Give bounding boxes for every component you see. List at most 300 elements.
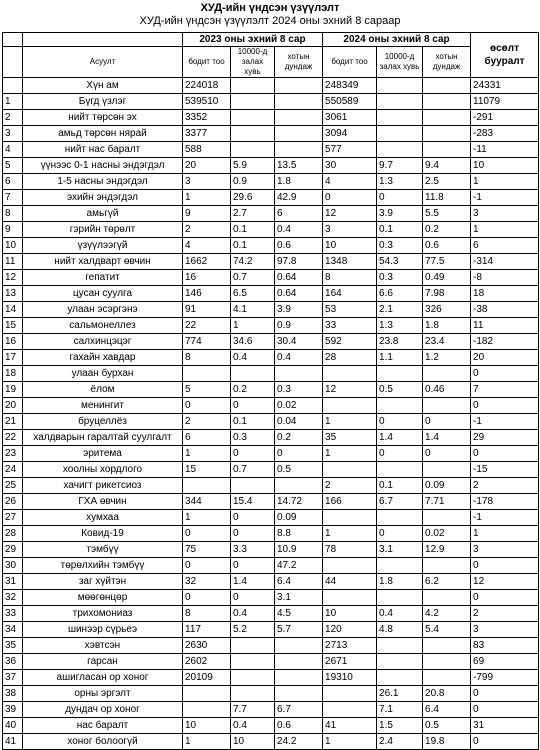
avg-2024-cell: 20.8 xyxy=(423,686,471,702)
row-label-cell: амьгүй xyxy=(23,206,183,222)
row-index-cell: 1 xyxy=(3,94,23,110)
row-index-cell: 19 xyxy=(3,382,23,398)
rate-2024-cell: 0 xyxy=(377,190,423,206)
avg-2023-cell: 0.4 xyxy=(275,350,323,366)
avg-2024-header: хотын дундаж xyxy=(423,47,471,78)
avg-2024-cell: 1.2 xyxy=(423,350,471,366)
avg-2023-cell: 14.72 xyxy=(275,494,323,510)
count-2024-cell: 10 xyxy=(323,606,377,622)
count-2024-cell: 3 xyxy=(323,222,377,238)
count-2024-cell: 2671 xyxy=(323,654,377,670)
count-2023-cell: 2602 xyxy=(183,654,231,670)
row-index-cell: 30 xyxy=(3,558,23,574)
change-cell: 2 xyxy=(471,606,539,622)
change-cell: 0 xyxy=(471,446,539,462)
rate-2024-cell xyxy=(377,142,423,158)
table-row xyxy=(3,286,539,302)
count-2023-cell: 1 xyxy=(183,446,231,462)
change-cell: -15 xyxy=(471,462,539,478)
table-row xyxy=(3,350,539,366)
row-index-cell: 33 xyxy=(3,606,23,622)
change-cell: 0 xyxy=(471,398,539,414)
row-label-cell: эритема xyxy=(23,446,183,462)
avg-2024-cell: 0 xyxy=(423,446,471,462)
rate-2024-cell: 0 xyxy=(377,414,423,430)
table-row xyxy=(3,398,539,414)
avg-2024-cell: 4.2 xyxy=(423,606,471,622)
avg-2024-cell: 77.5 xyxy=(423,254,471,270)
rate-2024-header: 10000-д залах хувь xyxy=(377,47,423,78)
rate-2023-cell: 0.7 xyxy=(231,462,275,478)
count-2023-cell: 8 xyxy=(183,350,231,366)
count-2024-cell xyxy=(323,398,377,414)
avg-2024-cell: 7.71 xyxy=(423,494,471,510)
count-2023-cell: 16 xyxy=(183,270,231,286)
change-cell: 83 xyxy=(471,638,539,654)
row-label-cell: ГХА өвчин xyxy=(23,494,183,510)
avg-2024-cell: 9.4 xyxy=(423,158,471,174)
row-index-cell: 15 xyxy=(3,318,23,334)
row-label-cell: бруцеллёз xyxy=(23,414,183,430)
rate-2024-cell xyxy=(377,670,423,686)
count-2023-cell: 117 xyxy=(183,622,231,638)
row-index-cell: 41 xyxy=(3,734,23,750)
rate-2023-cell: 6.5 xyxy=(231,286,275,302)
rate-2024-cell xyxy=(377,462,423,478)
avg-2024-cell xyxy=(423,510,471,526)
count-2023-cell: 8 xyxy=(183,606,231,622)
avg-2023-cell: 6 xyxy=(275,206,323,222)
avg-2024-cell: 0.6 xyxy=(423,238,471,254)
count-2024-cell: 166 xyxy=(323,494,377,510)
year-2024-header: 2024 оны эхний 8 сар xyxy=(323,33,471,47)
rate-2023-cell: 2.7 xyxy=(231,206,275,222)
count-2023-cell: 2 xyxy=(183,414,231,430)
rate-2024-cell xyxy=(377,510,423,526)
count-2023-cell: 6 xyxy=(183,430,231,446)
avg-2024-cell: 326 xyxy=(423,302,471,318)
count-2024-cell: 550589 xyxy=(323,94,377,110)
change-cell: 3 xyxy=(471,542,539,558)
rate-2023-cell: 0.4 xyxy=(231,350,275,366)
rate-2024-cell xyxy=(377,590,423,606)
row-label-cell: менингит xyxy=(23,398,183,414)
count-2024-cell: 53 xyxy=(323,302,377,318)
avg-2024-cell: 0 xyxy=(423,414,471,430)
count-2023-cell: 22 xyxy=(183,318,231,334)
row-label-cell: үүнээс 0-1 насны эндэгдэл xyxy=(23,158,183,174)
row-label-cell: төрөлхийн тэмбүү xyxy=(23,558,183,574)
avg-2024-cell xyxy=(423,462,471,478)
row-index-cell: 16 xyxy=(3,334,23,350)
row-label-cell: ашигласан ор хоног xyxy=(23,670,183,686)
table-row xyxy=(3,366,539,382)
change-cell: 0 xyxy=(471,734,539,750)
table-row xyxy=(3,270,539,286)
count-2024-cell xyxy=(323,462,377,478)
row-index-cell: 37 xyxy=(3,670,23,686)
rate-2024-cell: 9.7 xyxy=(377,158,423,174)
avg-2024-cell xyxy=(423,654,471,670)
rate-2023-cell xyxy=(231,366,275,382)
count-2024-cell: 164 xyxy=(323,286,377,302)
avg-2023-cell: 3.9 xyxy=(275,302,323,318)
avg-2023-cell xyxy=(275,638,323,654)
avg-2024-cell: 6.2 xyxy=(423,574,471,590)
row-index-cell: 23 xyxy=(3,446,23,462)
change-cell: 6 xyxy=(471,238,539,254)
change-cell: -1 xyxy=(471,414,539,430)
count-2024-cell: 3094 xyxy=(323,126,377,142)
rate-2023-cell: 0 xyxy=(231,526,275,542)
rate-2023-cell xyxy=(231,686,275,702)
rate-2024-cell: 0.1 xyxy=(377,478,423,494)
change-cell: -11 xyxy=(471,142,539,158)
row-index-cell: 4 xyxy=(3,142,23,158)
row-index-cell: 35 xyxy=(3,638,23,654)
rate-2024-cell: 0.3 xyxy=(377,238,423,254)
rate-2023-cell xyxy=(231,478,275,494)
count-2024-cell: 1348 xyxy=(323,254,377,270)
rate-2023-cell: 34.6 xyxy=(231,334,275,350)
avg-2024-cell xyxy=(423,110,471,126)
count-2024-cell: 3061 xyxy=(323,110,377,126)
change-header: өсөлт бууралт xyxy=(471,33,539,78)
rate-2024-cell: 0.1 xyxy=(377,222,423,238)
rate-2024-cell xyxy=(377,366,423,382)
change-cell: 0 xyxy=(471,590,539,606)
row-label-cell: нас баралт xyxy=(23,718,183,734)
rate-2023-cell: 0.2 xyxy=(231,382,275,398)
row-label-cell: сальмонеллез xyxy=(23,318,183,334)
avg-2023-cell xyxy=(275,94,323,110)
count-2024-cell: 78 xyxy=(323,542,377,558)
rate-2023-cell: 5.9 xyxy=(231,158,275,174)
avg-2023-cell: 0.09 xyxy=(275,510,323,526)
count-2024-cell: 10 xyxy=(323,238,377,254)
row-index-cell: 31 xyxy=(3,574,23,590)
avg-2023-cell: 0.5 xyxy=(275,462,323,478)
count-2024-cell: 592 xyxy=(323,334,377,350)
avg-2023-cell: 0.6 xyxy=(275,238,323,254)
rate-2024-cell: 2.1 xyxy=(377,302,423,318)
corner-cell-2 xyxy=(23,33,183,47)
row-label-cell: хумхаа xyxy=(23,510,183,526)
row-label-cell: мөөгөнцөр xyxy=(23,590,183,606)
avg-2024-cell xyxy=(423,558,471,574)
indicator-table xyxy=(2,32,539,750)
table-row xyxy=(3,78,539,94)
rate-2023-cell xyxy=(231,78,275,94)
table-row xyxy=(3,174,539,190)
count-2023-cell: 1662 xyxy=(183,254,231,270)
avg-2024-cell xyxy=(423,590,471,606)
avg-2024-cell: 23.4 xyxy=(423,334,471,350)
avg-2023-cell: 4.5 xyxy=(275,606,323,622)
count-2024-cell: 248349 xyxy=(323,78,377,94)
rate-2023-cell: 10 xyxy=(231,734,275,750)
count-2023-cell: 774 xyxy=(183,334,231,350)
avg-2023-cell xyxy=(275,366,323,382)
change-cell: -1 xyxy=(471,190,539,206)
row-index-cell xyxy=(3,78,23,94)
rate-2023-cell: 29.6 xyxy=(231,190,275,206)
avg-2023-cell: 30.4 xyxy=(275,334,323,350)
change-cell: -799 xyxy=(471,670,539,686)
count-2023-cell xyxy=(183,366,231,382)
rate-2024-cell: 0.4 xyxy=(377,606,423,622)
table-row xyxy=(3,158,539,174)
row-index-cell: 28 xyxy=(3,526,23,542)
change-cell: 11079 xyxy=(471,94,539,110)
row-label-cell: халдварын гаралтай суулгалт xyxy=(23,430,183,446)
row-index-cell: 34 xyxy=(3,622,23,638)
change-cell: -38 xyxy=(471,302,539,318)
row-index-cell: 27 xyxy=(3,510,23,526)
rate-2023-cell: 1 xyxy=(231,318,275,334)
rate-2023-cell: 74.2 xyxy=(231,254,275,270)
table-row xyxy=(3,334,539,350)
count-2023-cell: 32 xyxy=(183,574,231,590)
row-label-cell: амьд төрсөн нярай xyxy=(23,126,183,142)
rate-2023-cell: 0.1 xyxy=(231,238,275,254)
change-cell: -314 xyxy=(471,254,539,270)
table-row xyxy=(3,574,539,590)
count-2024-cell: 577 xyxy=(323,142,377,158)
avg-2023-cell: 24.2 xyxy=(275,734,323,750)
count-2023-cell: 0 xyxy=(183,558,231,574)
count-2024-cell: 1 xyxy=(323,414,377,430)
avg-2024-cell: 5.4 xyxy=(423,622,471,638)
count-2023-cell: 588 xyxy=(183,142,231,158)
rate-2023-cell: 4.1 xyxy=(231,302,275,318)
table-row xyxy=(3,94,539,110)
table-row xyxy=(3,110,539,126)
avg-2023-cell: 6.7 xyxy=(275,702,323,718)
rate-2023-cell xyxy=(231,110,275,126)
row-label-cell: салхинцэцэг xyxy=(23,334,183,350)
count-2024-cell: 1 xyxy=(323,526,377,542)
count-2023-cell: 20109 xyxy=(183,670,231,686)
count-2023-cell xyxy=(183,702,231,718)
rate-2023-cell: 7.7 xyxy=(231,702,275,718)
rate-2023-cell xyxy=(231,638,275,654)
change-cell: 1 xyxy=(471,222,539,238)
avg-2023-cell xyxy=(275,126,323,142)
avg-2023-cell: 47.2 xyxy=(275,558,323,574)
count-2024-cell: 41 xyxy=(323,718,377,734)
row-index-cell: 8 xyxy=(3,206,23,222)
count-2023-cell: 9 xyxy=(183,206,231,222)
row-label-cell: цусан суулга xyxy=(23,286,183,302)
row-index-cell: 20 xyxy=(3,398,23,414)
avg-2024-cell: 1.8 xyxy=(423,318,471,334)
rate-2024-cell xyxy=(377,654,423,670)
row-label-cell: орны эргэлт xyxy=(23,686,183,702)
avg-2023-cell: 0.02 xyxy=(275,398,323,414)
row-index-cell: 29 xyxy=(3,542,23,558)
avg-2024-cell xyxy=(423,78,471,94)
rate-2023-cell: 5.2 xyxy=(231,622,275,638)
row-label-cell: Бүгд үзлэг xyxy=(23,94,183,110)
avg-2024-cell xyxy=(423,670,471,686)
change-cell: 1 xyxy=(471,174,539,190)
row-label-cell: улаан бурхан xyxy=(23,366,183,382)
change-cell: -283 xyxy=(471,126,539,142)
row-label-cell: улаан эсэргэнэ xyxy=(23,302,183,318)
avg-2024-cell xyxy=(423,94,471,110)
change-cell: 1 xyxy=(471,526,539,542)
rate-2023-cell xyxy=(231,654,275,670)
avg-2023-cell xyxy=(275,654,323,670)
row-index-cell: 12 xyxy=(3,270,23,286)
count-2024-cell: 12 xyxy=(323,382,377,398)
row-index-cell: 24 xyxy=(3,462,23,478)
row-index-cell: 17 xyxy=(3,350,23,366)
row-label-cell: 1-5 насны эндэгдэл xyxy=(23,174,183,190)
rate-2024-cell: 23.8 xyxy=(377,334,423,350)
avg-2024-cell xyxy=(423,126,471,142)
row-index-cell: 38 xyxy=(3,686,23,702)
count-2024-cell: 8 xyxy=(323,270,377,286)
rate-2024-cell: 1.3 xyxy=(377,318,423,334)
row-label-cell: дундач ор хоног xyxy=(23,702,183,718)
count-2024-cell xyxy=(323,686,377,702)
row-label-cell: Ковид-19 xyxy=(23,526,183,542)
change-cell: 0 xyxy=(471,366,539,382)
avg-2023-cell: 0.2 xyxy=(275,430,323,446)
row-label-cell: гепатит xyxy=(23,270,183,286)
count-2024-cell: 33 xyxy=(323,318,377,334)
rate-2024-cell: 1.8 xyxy=(377,574,423,590)
rate-2023-cell: 0 xyxy=(231,558,275,574)
count-2024-cell: 1 xyxy=(323,446,377,462)
row-index-cell: 10 xyxy=(3,238,23,254)
rate-2024-cell xyxy=(377,638,423,654)
count-2023-cell: 5 xyxy=(183,382,231,398)
count-2023-cell: 2 xyxy=(183,222,231,238)
row-label-cell: нийт нас баралт xyxy=(23,142,183,158)
count-2023-cell: 0 xyxy=(183,526,231,542)
row-label-cell: Хүн ам xyxy=(23,78,183,94)
avg-2023-cell xyxy=(275,686,323,702)
table-row xyxy=(3,318,539,334)
avg-2023-cell xyxy=(275,670,323,686)
count-2024-cell: 28 xyxy=(323,350,377,366)
table-row xyxy=(3,414,539,430)
count-2024-cell xyxy=(323,510,377,526)
rate-2024-cell xyxy=(377,398,423,414)
rate-2023-cell: 1.4 xyxy=(231,574,275,590)
page-title: ХУД-ийн үндсэн үзүүлэлт xyxy=(200,2,340,14)
avg-2023-cell: 0 xyxy=(275,446,323,462)
row-index-cell: 9 xyxy=(3,222,23,238)
avg-2023-cell xyxy=(275,478,323,494)
rate-2023-cell: 0 xyxy=(231,590,275,606)
table-row xyxy=(3,190,539,206)
rate-2023-header: 10000-д залах хувь xyxy=(231,47,275,78)
count-2023-cell: 0 xyxy=(183,398,231,414)
rate-2024-cell: 1.5 xyxy=(377,718,423,734)
count-2024-cell: 1 xyxy=(323,734,377,750)
row-label-cell: заг хүйтэн xyxy=(23,574,183,590)
rate-2024-cell xyxy=(377,558,423,574)
avg-2024-cell: 6.4 xyxy=(423,702,471,718)
table-row xyxy=(3,622,539,638)
count-2024-cell: 12 xyxy=(323,206,377,222)
count-2023-cell: 1 xyxy=(183,190,231,206)
count-2024-cell: 120 xyxy=(323,622,377,638)
table-row xyxy=(3,222,539,238)
change-cell: -178 xyxy=(471,494,539,510)
table-row xyxy=(3,734,539,750)
rate-2024-cell: 0.5 xyxy=(377,382,423,398)
count-2023-cell: 224018 xyxy=(183,78,231,94)
count-2024-cell xyxy=(323,366,377,382)
change-cell: 7 xyxy=(471,382,539,398)
rate-2023-cell: 0.7 xyxy=(231,270,275,286)
table-row xyxy=(3,238,539,254)
table-row xyxy=(3,446,539,462)
avg-2023-cell: 5.7 xyxy=(275,622,323,638)
change-cell: 2 xyxy=(471,478,539,494)
count-2023-cell xyxy=(183,478,231,494)
rate-2023-cell: 0.4 xyxy=(231,606,275,622)
avg-2023-cell: 0.9 xyxy=(275,318,323,334)
avg-2024-cell: 7.98 xyxy=(423,286,471,302)
count-2023-cell: 10 xyxy=(183,718,231,734)
rate-2024-cell xyxy=(377,78,423,94)
rate-2024-cell: 1.3 xyxy=(377,174,423,190)
year-2023-header: 2023 оны эхний 8 сар xyxy=(183,33,323,47)
change-cell: 0 xyxy=(471,702,539,718)
table-row xyxy=(3,126,539,142)
table-row xyxy=(3,430,539,446)
table-row xyxy=(3,558,539,574)
rate-2024-cell: 26.1 xyxy=(377,686,423,702)
row-label-cell: трихомониаз xyxy=(23,606,183,622)
row-label-cell: ёлом xyxy=(23,382,183,398)
row-label-cell: гэрийн төрөлт xyxy=(23,222,183,238)
count-2024-cell: 35 xyxy=(323,430,377,446)
row-index-cell: 3 xyxy=(3,126,23,142)
change-cell: 18 xyxy=(471,286,539,302)
avg-2024-cell: 0.2 xyxy=(423,222,471,238)
change-cell: 20 xyxy=(471,350,539,366)
row-index-cell: 40 xyxy=(3,718,23,734)
change-cell: -1 xyxy=(471,510,539,526)
avg-2023-cell: 0.3 xyxy=(275,382,323,398)
count-2023-cell: 3 xyxy=(183,174,231,190)
count-2023-cell: 1 xyxy=(183,734,231,750)
rate-2023-cell: 0.1 xyxy=(231,414,275,430)
change-cell: -182 xyxy=(471,334,539,350)
avg-2024-cell: 0.49 xyxy=(423,270,471,286)
row-label-cell: гахайн хавдар xyxy=(23,350,183,366)
table-row xyxy=(3,686,539,702)
rate-2024-cell: 2.4 xyxy=(377,734,423,750)
change-cell: 24331 xyxy=(471,78,539,94)
count-2023-cell: 4 xyxy=(183,238,231,254)
avg-2024-cell xyxy=(423,398,471,414)
table-row xyxy=(3,654,539,670)
count-2023-cell: 146 xyxy=(183,286,231,302)
change-cell: 3 xyxy=(471,622,539,638)
change-cell: 12 xyxy=(471,574,539,590)
count-2023-cell: 3352 xyxy=(183,110,231,126)
avg-2023-cell: 1.8 xyxy=(275,174,323,190)
avg-2024-cell: 19.8 xyxy=(423,734,471,750)
